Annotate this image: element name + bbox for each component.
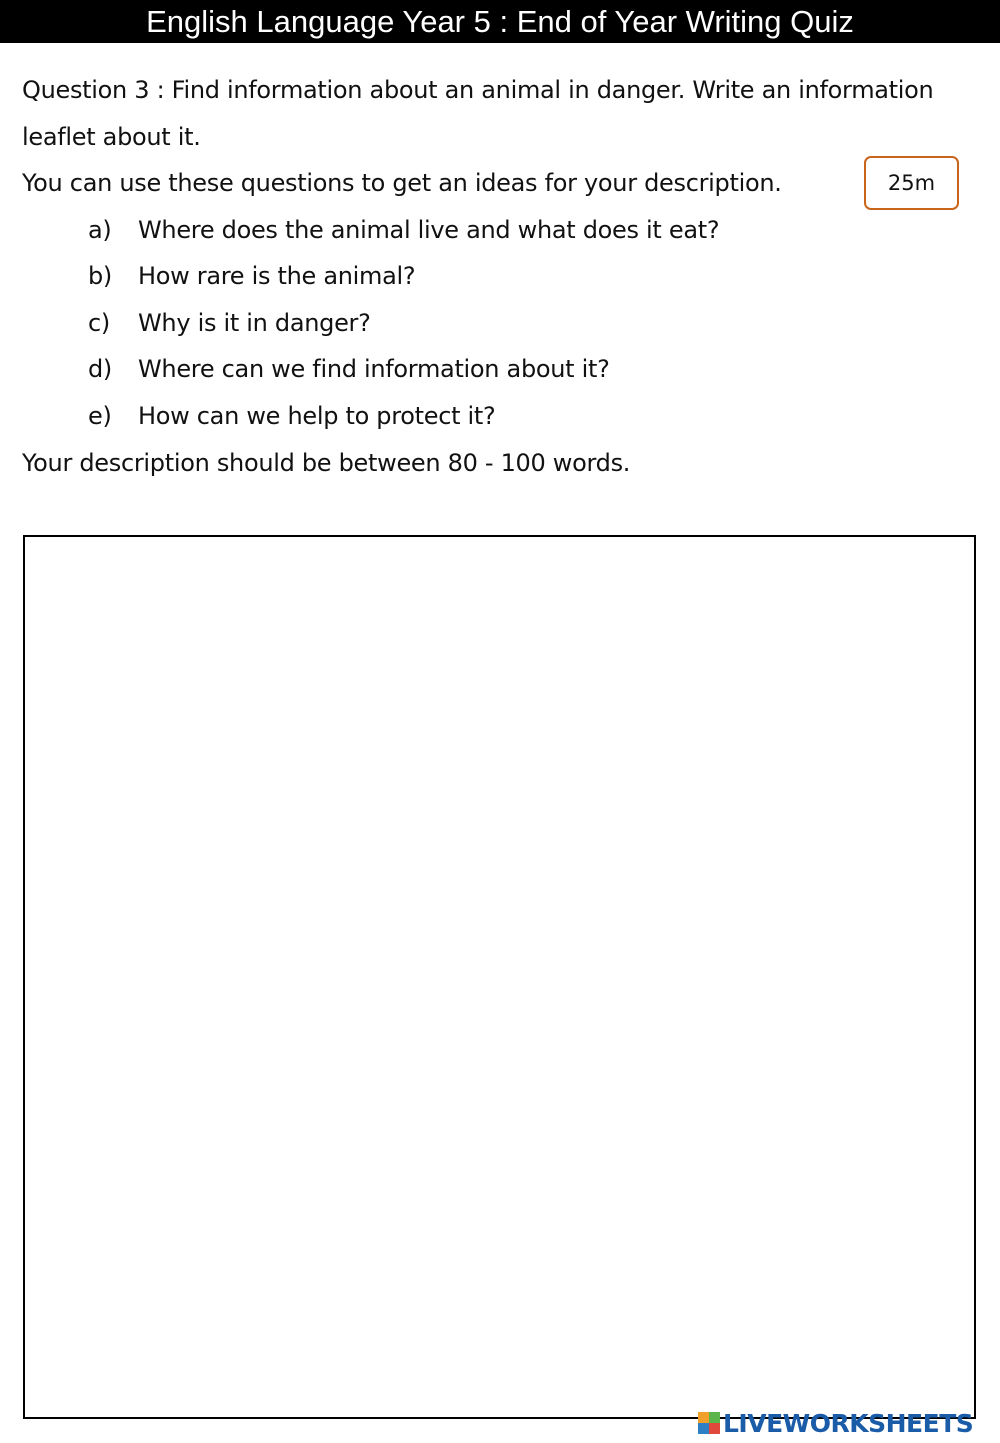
prompt-item-letter: e) [88,402,112,430]
prompt-item [88,354,610,384]
prompt-item [88,261,415,291]
prompt-item-text: Why is it in danger? [138,309,371,337]
prompt-item [88,215,719,245]
question-hint: You can use these questions to get an ideas for your description. [22,169,782,197]
word-limit-instruction: Your description should be between 80 - 100 words. [22,449,631,477]
prompt-item [88,401,495,431]
liveworksheets-logo-icon [698,1412,720,1434]
prompt-item-letter: d) [88,355,112,383]
answer-text-area[interactable] [23,535,976,1419]
prompt-item-letter: c) [88,309,110,337]
question-intro: Question 3 : Find information about an animal in danger. Write an information [22,76,934,104]
prompt-item-text: Where can we find information about it? [138,355,610,383]
prompt-item [88,308,371,338]
liveworksheets-logo [698,1410,973,1436]
prompt-item-text: How rare is the animal? [138,262,416,290]
prompt-item-text: Where does the animal live and what does it eat? [138,216,720,244]
time-limit-badge: 25m [864,156,959,210]
prompt-item-text: How can we help to protect it? [138,402,496,430]
prompt-item-letter: b) [88,262,112,290]
liveworksheets-logo-text: LIVEWORKSHEETS [723,1408,974,1438]
worksheet-title: English Language Year 5 : End of Year Writing Quiz [0,0,1000,43]
question-intro-continued: leaflet about it. [22,123,201,151]
prompt-item-letter: a) [88,216,112,244]
